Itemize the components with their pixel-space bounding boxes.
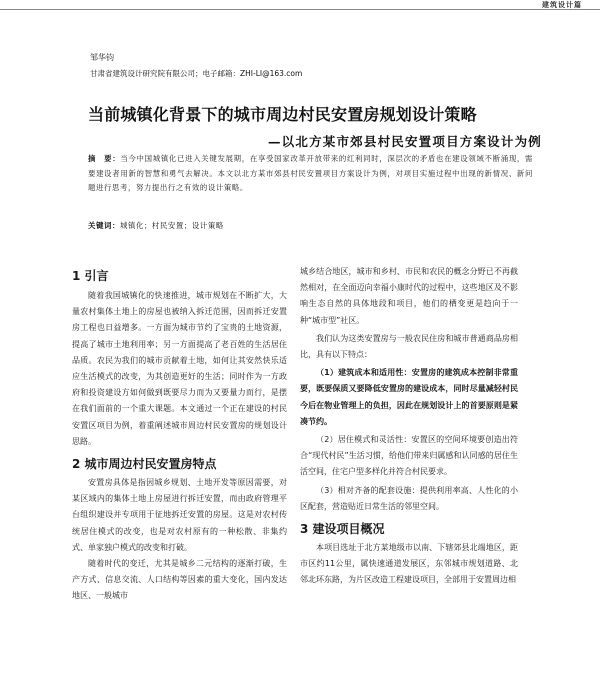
section-heading-features: 2 城市周边村民安置房特点 <box>72 457 217 472</box>
right-column <box>300 264 518 589</box>
paragraph: （3）相对齐备的配套设施：提供利用率高、人性化的小区配套，营造贴近日常生活的邻里空间。 <box>300 485 518 511</box>
header-rule <box>0 9 600 10</box>
abstract-text: 当今中国城镇化已进入关键发展期，在享受国家改革开放带来的红利同时，深层次的矛盾也在建设领域不断涌现，需要建设者用新的智慧和勇气去解决。本文以北方某市郊县村民安置项目方案设计为例，对项目实施过程中出现的新情况、新问题进行思考，努力提出行之有效的设计策略。 <box>88 154 533 193</box>
paragraph: （2）居住模式和灵活性：安置区的空间环境要创造出符合“现代村民”生活习惯，给他们带来归属感和认同感的居住生活空间，住宅户型多样化并符合村民要求。 <box>300 435 518 477</box>
paragraph: 我们认为这类安置房与一般农民住房和城市普通商品房相比，具有以下特点： <box>300 333 518 360</box>
author-name: 邹华钧 <box>90 53 114 62</box>
paragraph-continued: 城乡结合地区，城市和乡村、市民和农民的概念分野已不再截然相对，在全面迈向幸福小康时代的过程中，这些地区及不影响生态自然的具体地段和项目，他们的栖变更是趋向于一种“城市型”社区。 <box>300 267 518 325</box>
author-affiliation: 甘肃省建筑设计研究院有限公司；电子邮箱：ZHI-LI@163.com <box>90 69 303 78</box>
paragraph: 本项目选址于北方某地级市以南、下辖郊县北端地区，距市区约11公里，属快速通道发展区，东邻城市规划道路、北邻北环东路，为片区改造工程建设项目，全部用于安置周边相 <box>300 543 518 585</box>
abstract <box>88 152 533 196</box>
paper-subtitle: —以北方某市郊县村民安置项目方案设计为例 <box>267 134 542 149</box>
journal-section-tag: 建筑设计篇 <box>542 1 582 9</box>
paragraph: 随着我国城镇化的快速推进，城市规划在不断扩大，大量农村集体土地上的房屋也被纳入拆迁范围，因而拆迁安置房工程也日益增多。一方面为城市节约了宝贵的土地资源，提高了城市土地利用率；另一方面提高了老百姓的生活居住品质。农民为我们的城市贡献着土地，如何让其安然快乐适应生活模式的改变，为其创造更好的生活；同时作为一方政府和投资建设方如何做到既要尽力而为又要量力而行，是摆在我们面前的一个重大课题。本文通过一个正在建设的村民安置区项目为例，着重阐述城市周边村民安置房的规划设计思路。 <box>72 291 287 446</box>
keywords <box>88 220 224 231</box>
paragraph: 安置房具体是指因城乡规划、土地开发等原因需要，对某区域内的集体土地上房屋进行拆迁安置，而由政府管理平台组织建设并专项用于征地拆迁安置的房屋。这是对农村传统居住模式的改变，也是对农村原有的一种松散、非集约式、单家独户模式的改变和打破。 <box>72 478 287 552</box>
paragraph: 随着时代的变迁，尤其是城乡二元结构的逐渐打破，生产方式、信息交流、人口结构等因素的重大变化，国内发达地区、一般城市 <box>72 559 287 601</box>
keywords-label: 关键词： <box>88 221 120 230</box>
keywords-text: 城镇化；村民安置；设计策略 <box>119 221 224 230</box>
abstract-label: 摘 要： <box>88 154 121 163</box>
paper-title: 当前城镇化背景下的城市周边村民安置房规划设计策略 <box>88 105 477 124</box>
paragraph: （1）建筑成本和适用性：安置房的建筑成本控制非常重要，既要保质又要降低安置房的建设成本，同时尽量减轻村民今后在物业管理上的负担，因此在规划设计上的首要原则是紧凑节约。 <box>300 368 518 426</box>
left-column <box>72 268 287 605</box>
section-heading-overview: 3 建设项目概况 <box>300 522 385 537</box>
section-heading-intro: 1 引言 <box>72 269 109 283</box>
